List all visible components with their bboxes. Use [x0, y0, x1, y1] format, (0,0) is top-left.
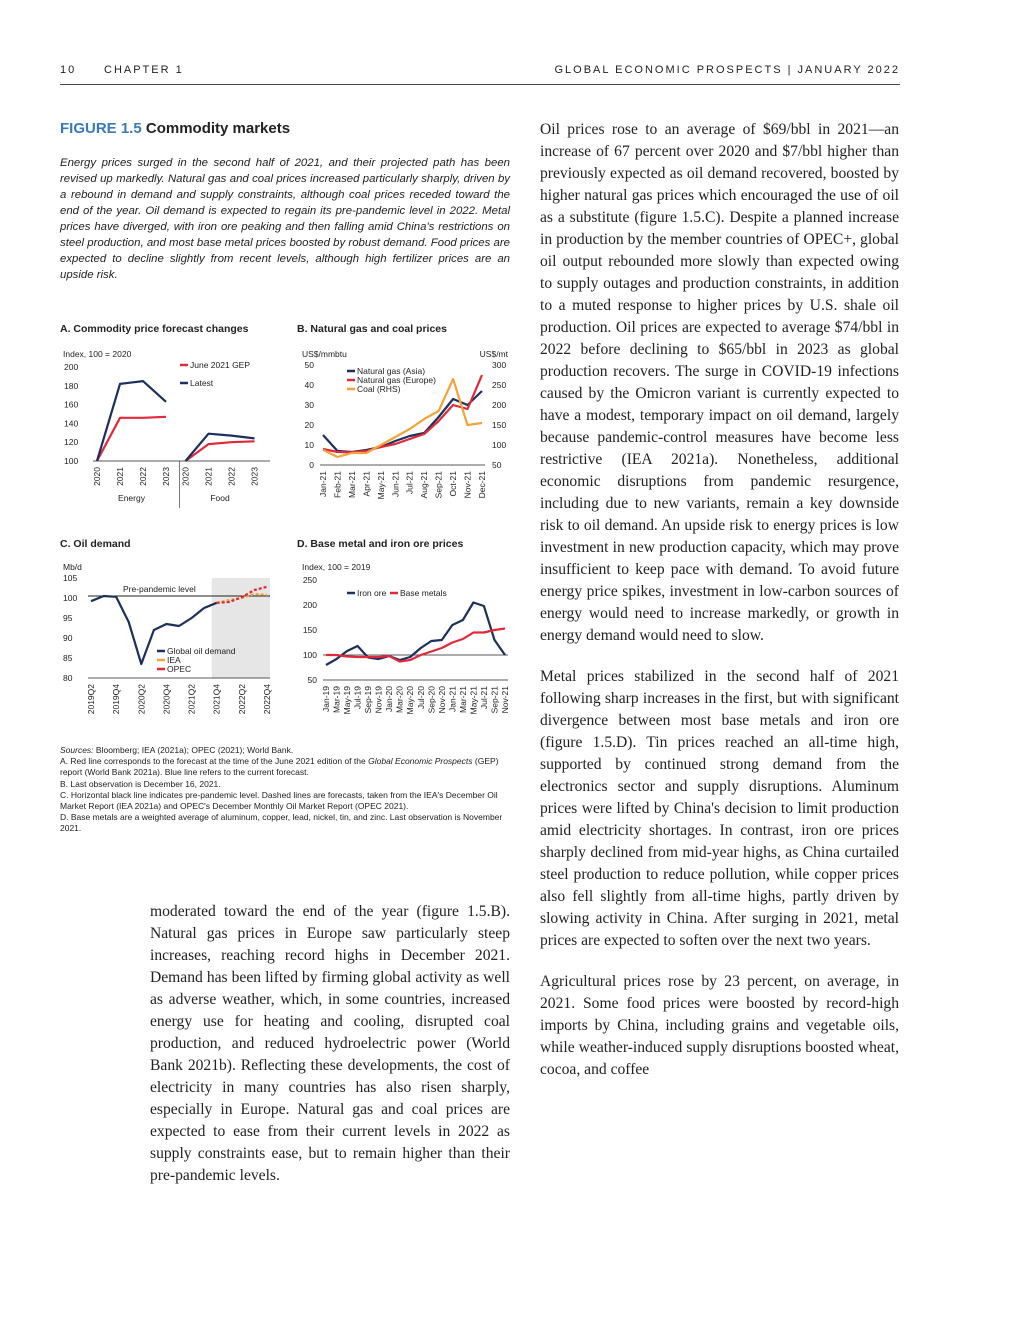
- chart-b-xtick: Oct-21: [448, 471, 459, 497]
- chart-a-ylabel: Index, 100 = 2020: [63, 349, 132, 359]
- chart-c-ytick: 100: [63, 593, 78, 603]
- right-paragraph-1: Oil prices rose to an average of $69/bbl in 2021—an increase of 67 percent over 2020 and $7/bbl higher than previously expected as oil demand recovered, boosted by higher natural gas prices which encouraged the use of oil as a substitute (figure 1.5.C). Despite a planned increase in production by the member countries of OPEC+, global oil output rebounded more slowly than expected owing to supply outages and production constraints, in addition to a muted response to higher prices by U.S. shale oil production. Oil prices are expected to average $74/bbl in 2022 before declining to $65/bbl in 2023 as global production recovers. The surge in COVID-19 infections caused by the Omicron variant is currently expected to have a modest, temporary impact on oil demand, largely because pandemic-control measures have become less restrictive (IEA 2021a). Nonetheless, additional economic disruptions from pandemic resurgence, including due to new variants, remain a key downside risk to oil demand. An upside risk to energy prices is low investment in new production capacity, which may prove insufficient to keep pace with demand. To avoid future energy price spikes, investment in low-carbon sources of energy would need to increase markedly, or growth in energy demand would need to slow.: [540, 121, 899, 644]
- chart-b-ylabel-right: US$/mt: [479, 349, 508, 359]
- chart-d-xtick: Jul-21: [478, 686, 489, 710]
- chart-a-ytick: 180: [64, 380, 79, 391]
- chart-c-xtick: 2019Q2: [86, 684, 96, 715]
- chart-b-xtick: Apr-21: [361, 471, 372, 497]
- chart-a-xtick: 2023: [249, 467, 260, 486]
- panel-a-title: A. Commodity price forecast changes: [60, 323, 249, 335]
- chart-c-xtick: 2022Q2: [236, 684, 247, 715]
- chart-a-ytick: 140: [64, 418, 79, 429]
- chart-c-ytick: 90: [63, 633, 73, 643]
- chart-d-ytick: 50: [307, 675, 317, 685]
- chart-d: [295, 558, 515, 728]
- chart-d-xtick: May-21: [468, 686, 479, 715]
- chart-b-ytick-right: 200: [492, 400, 507, 410]
- chart-b-ytick-right: 150: [492, 420, 507, 430]
- note-d: D. Base metals are a weighted average of aluminum, copper, lead, nickel, tin, and zinc. Last observation is November 2021.: [60, 812, 503, 834]
- chart-c-ylabel: Mb/d: [63, 562, 82, 572]
- chart-b-series-natural-gas-europe-: [323, 375, 482, 452]
- chart-a-xtick: 2022: [226, 467, 237, 486]
- chart-d-series-iron-ore: [326, 603, 505, 666]
- figure-name: Commodity markets: [145, 120, 291, 137]
- chart-b-xtick: Dec-21: [477, 471, 487, 499]
- sources-text: Bloomberg; IEA (2021a); OPEC (2021); World Bank.: [95, 745, 294, 755]
- chart-d-xtick: Jul-19: [352, 686, 363, 710]
- figure-title: [60, 120, 290, 137]
- chart-b-ytick-left: 20: [304, 420, 314, 430]
- left-paragraph: moderated toward the end of the year (figure 1.5.B). Natural gas prices in Europe saw particularly steep increases, reaching record highs in December 2021. Demand has been lifted by firming global activity as well as adverse weather, which, in some countries, increased energy use for heating and cooling, disrupted coal production, and reduced hydroelectric power (World Bank 2021b). Reflecting these developments, the cost of electricity in many countries has also risen sharply, especially in Europe. Natural gas and coal prices are expected to ease from their current levels in 2022 as supply constraints ease, but to remain higher than their pre-pandemic levels.: [150, 903, 510, 1184]
- chart-c-annotation: Pre-pandemic level: [123, 584, 196, 594]
- chart-d-legend-base-label: Base metals: [400, 588, 447, 598]
- chart-a-series-latest: [97, 381, 166, 461]
- panel-b-title: B. Natural gas and coal prices: [297, 323, 447, 335]
- chart-c-xtick: 2020Q2: [136, 684, 147, 715]
- right-column-text: [540, 119, 899, 1100]
- chart-b-series-coal-rhs-: [323, 379, 482, 457]
- chart-b-ytick-right: 300: [492, 360, 507, 370]
- chart-d-xtick: Jan-20: [384, 686, 395, 712]
- chart-d-xtick: May-19: [342, 686, 353, 715]
- chart-c-ytick: 85: [63, 653, 73, 663]
- left-column-text: [150, 901, 510, 1206]
- chart-b-ylabel-left: US$/mmbtu: [302, 349, 347, 359]
- chart-d-ytick: 100: [302, 650, 317, 660]
- chart-b-ytick-right: 100: [492, 440, 507, 450]
- chart-b-xtick: Jul-21: [404, 471, 415, 495]
- note-b: B. Last observation is December 16, 2021.: [60, 778, 221, 789]
- chart-d-xtick: Mar-20: [394, 686, 405, 713]
- chart-b-xtick: Mar-21: [346, 471, 357, 498]
- chart-a-xtick: 2021: [203, 467, 214, 486]
- figure-sources: [60, 745, 510, 835]
- chart-c-forecast-shade: [212, 578, 270, 678]
- chart-b-ytick-left: 0: [309, 460, 314, 470]
- chart-b-legend-asia-label: Natural gas (Asia): [357, 366, 426, 376]
- chart-b-legend-europe-label: Natural gas (Europe): [357, 375, 436, 385]
- chart-b-series-natural-gas-asia-: [323, 391, 482, 452]
- figure-number: FIGURE 1.5: [60, 120, 142, 137]
- chart-d-xtick: Mar-19: [331, 686, 342, 713]
- chart-a-legend-latest-label: Latest: [190, 378, 214, 388]
- chart-b-xtick: May-21: [375, 471, 386, 500]
- chart-d-ytick: 200: [302, 600, 317, 610]
- chart-a-xtick: 2022: [138, 467, 148, 486]
- chart-c-xtick: 2019Q4: [111, 684, 122, 715]
- chart-c-xtick: 2020Q4: [161, 684, 172, 715]
- chart-c-legend-opec-label: OPEC: [167, 664, 192, 674]
- chart-b-ytick-right: 250: [492, 380, 507, 390]
- panel-c-title: C. Oil demand: [60, 538, 131, 550]
- right-paragraph-2: Metal prices stabilized in the second half of 2021 following sharp increases in the first, but with significant divergence between most base metals and iron ore (figure 1.5.D). Tin prices reached an all-time high, supported by continued strong demand from the electronics sector and supply disruptions. Aluminum prices were lifted by China's decision to limit production amid electricity shortages. In contrast, iron ore prices sharply declined from mid-year highs, as China curtailed steel production to reduce pollution, while copper prices also fell slightly from all-time highs, partly driven by slowing activity in China. After surging in 2021, metal prices are expected to soften over the next two years.: [540, 668, 899, 949]
- chart-a-legend-gep-label: June 2021 GEP: [190, 360, 251, 370]
- chart-d-xtick: Nov-20: [436, 686, 447, 714]
- header-rule: [60, 84, 900, 85]
- chart-d-legend-iron-label: Iron ore: [357, 588, 387, 598]
- chart-b-xtick: Aug-21: [419, 471, 430, 499]
- chart-a-series-june-2021-gep: [186, 441, 255, 461]
- chart-a-ytick: 200: [64, 362, 79, 372]
- chart-d-xtick: Jul-20: [415, 686, 426, 710]
- chart-a: [55, 343, 280, 513]
- chart-d-xtick: Mar-21: [457, 686, 468, 713]
- chart-c-ytick: 105: [63, 573, 78, 583]
- chart-c-legend-global-label: Global oil demand: [167, 646, 236, 656]
- chart-d-xtick: May-20: [405, 686, 416, 715]
- chart-c-ytick: 95: [63, 613, 73, 623]
- chart-d-xtick: Jan-21: [447, 686, 458, 712]
- chart-b-xtick: Sep-21: [433, 471, 444, 499]
- page-number: 10: [60, 64, 77, 76]
- note-c: C. Horizontal black line indicates pre-pandemic level. Dashed lines are forecasts, taken from the IEA's December Oil Market Report (IEA 2021a) and OPEC's December Monthly Oil Market Report (OPEC 2021).: [60, 789, 498, 812]
- panel-d-title: D. Base metal and iron ore prices: [297, 538, 464, 550]
- chart-d-ylabel: Index, 100 = 2019: [302, 562, 371, 572]
- chart-b-ytick-left: 10: [304, 440, 314, 450]
- chart-d-xtick: Sep-20: [426, 686, 437, 714]
- chart-a-group-label: Energy: [118, 493, 145, 503]
- chart-b-legend-coal-label: Coal (RHS): [357, 384, 401, 394]
- chart-a-xtick: 2020: [180, 467, 191, 486]
- chart-c-xtick: 2021Q4: [211, 684, 222, 715]
- chart-a-ytick: 160: [64, 399, 79, 410]
- chart-d-series-base-metals: [326, 629, 505, 662]
- chart-d-xtick: Nov-21: [500, 686, 510, 714]
- chart-d-xtick: Sep-21: [489, 686, 500, 714]
- chart-d-xtick: Jan-19: [321, 686, 331, 712]
- chart-a-xtick: 2023: [161, 467, 171, 486]
- chart-a-xtick: 2021: [115, 467, 125, 486]
- chart-c-xtick: 2021Q2: [186, 684, 197, 715]
- figure-intro: Energy prices surged in the second half of 2021, and their projected path has been revised up markedly. Natural gas and coal prices increased particularly sharply, driven by a rebound in demand and supply constraints, although coal prices receded toward the end of the year. Oil demand is expected to regain its pre-pandemic level in 2022. Metal prices have diverged, with iron ore peaking and then falling amid China's restrictions on steel production, and most base metal prices boosted by robust demand. Food prices are expected to decline slightly from recent levels, although high fertilizer prices are an upside risk.: [60, 157, 510, 281]
- chart-a-xtick: 2020: [92, 467, 102, 486]
- chart-a-series-latest: [186, 434, 255, 461]
- chart-c-ytick: 80: [63, 673, 73, 683]
- chart-a-ytick: 120: [64, 437, 79, 448]
- chart-b-xtick: Jun-21: [390, 471, 401, 497]
- chart-d-xtick: Sep-19: [363, 686, 374, 714]
- chart-b-ytick-left: 50: [304, 360, 314, 370]
- chart-d-ytick: 250: [302, 575, 317, 585]
- chart-b-ytick-left: 30: [304, 400, 314, 410]
- chart-d-xtick: Nov-19: [373, 686, 384, 714]
- chart-b-ytick-right: 50: [492, 460, 502, 470]
- chart-b-xtick: Feb-21: [332, 471, 343, 498]
- chart-b-xtick: Nov-21: [462, 471, 473, 499]
- chart-c-xtick: 2022Q4: [262, 684, 272, 715]
- chart-b-xtick: Jan-21: [318, 471, 328, 497]
- sources-label: Sources:: [60, 745, 94, 755]
- note-a: A. Red line corresponds to the forecast at the time of the June 2021 edition of the Global Economic Prospects (GEP) report (World Bank 2021a). Blue line refers to the current forecast.: [60, 756, 499, 778]
- chart-b: [295, 343, 515, 513]
- chart-b-ytick-left: 40: [304, 380, 314, 390]
- chart-c: [55, 558, 280, 728]
- chart-d-ytick: 150: [302, 625, 317, 635]
- chart-a-group-label: Food: [210, 493, 230, 503]
- chart-c-legend-iea-label: IEA: [167, 655, 181, 665]
- chapter-label: CHAPTER 1: [104, 64, 184, 76]
- right-paragraph-3: Agricultural prices rose by 23 percent, on average, in 2021. Some food prices were boosted by record-high imports by China, including grains and vegetable oils, while weather-induced supply disruptions boosted wheat, cocoa, and coffee: [540, 973, 899, 1078]
- publication-title: GLOBAL ECONOMIC PROSPECTS | JANUARY 2022: [554, 64, 900, 76]
- chart-a-ytick: 100: [64, 456, 79, 466]
